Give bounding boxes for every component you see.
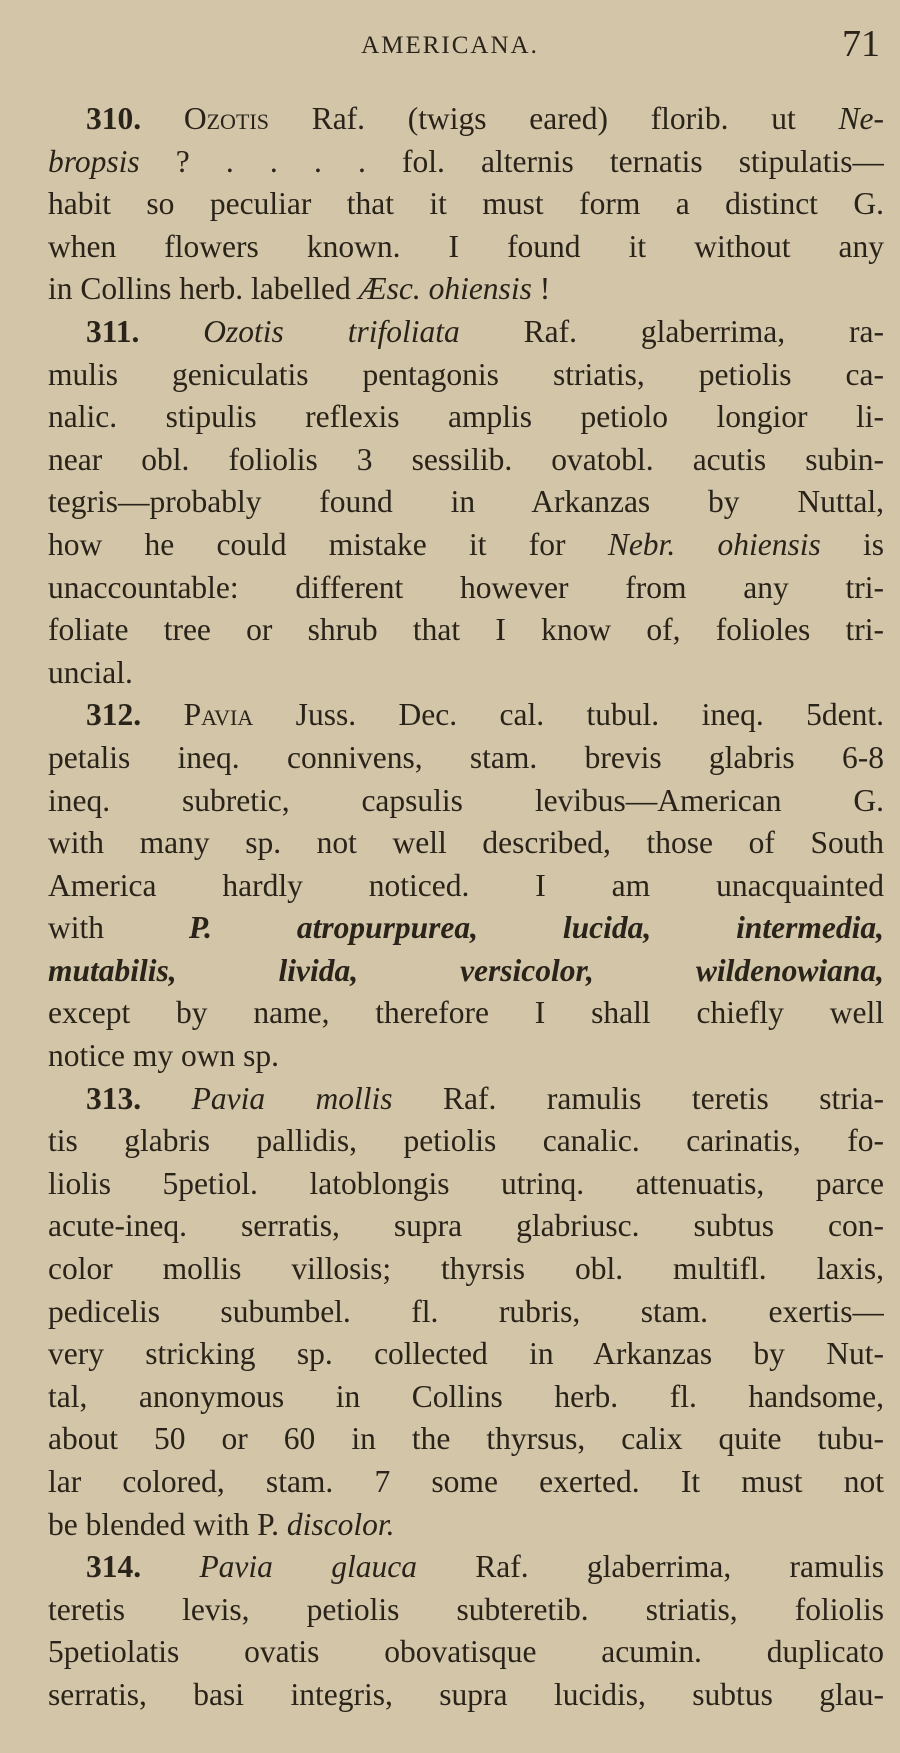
entry-number: 312.	[86, 697, 142, 733]
text-line	[48, 481, 884, 524]
styled-text-segment: mutabilis, livida, versicolor, wildenowiana,	[48, 952, 884, 988]
text-segment: Raf. (twigs eared) florib. ut	[268, 101, 839, 136]
text-segment: ? . . . . fol. alternis ternatis stipulatis—	[139, 143, 884, 179]
styled-text-segment: Ozotis trifoliata	[203, 313, 460, 349]
text-segment: very stricking sp. collected in Arkanzas by Nut-	[48, 1336, 884, 1372]
text-segment	[139, 314, 203, 349]
entry-310	[48, 98, 884, 311]
text-line	[48, 1035, 884, 1078]
text-line	[48, 141, 884, 184]
text-line	[48, 1631, 884, 1674]
styled-text-segment: Pavia glauca	[199, 1549, 417, 1585]
text-line	[48, 1376, 884, 1419]
text-segment: with	[48, 910, 189, 946]
text-segment: Juss. Dec. cal. tubul. ineq. 5dent.	[253, 697, 884, 733]
text-line	[48, 439, 884, 482]
text-line	[48, 992, 884, 1035]
text-segment: pedicelis subumbel. fl. rubris, stam. exertis—	[48, 1293, 884, 1329]
text-segment: in Collins herb. labelled	[48, 271, 359, 307]
entry-313	[48, 1078, 884, 1547]
text-line	[48, 98, 884, 141]
text-segment: about 50 or 60 in the thyrsus, calix quite tubu-	[48, 1421, 884, 1457]
text-line	[48, 1120, 884, 1163]
text-segment: nalic. stipulis reflexis amplis petiolo longior li-	[48, 399, 884, 435]
text-segment: tis glabris pallidis, petiolis canalic. carinatis, fo-	[48, 1123, 884, 1159]
text-segment: tegris—probably found in Arkanzas by Nuttal,	[48, 484, 884, 520]
text-line	[48, 1248, 884, 1291]
text-segment: Raf. glaberrima, ra-	[459, 313, 884, 349]
styled-text-segment: Ne-	[838, 101, 884, 136]
text-segment: !	[531, 271, 551, 307]
entry-number: 314.	[86, 1549, 142, 1585]
text-segment: habit so peculiar that it must form a distinct G.	[48, 186, 884, 222]
text-segment: tal, anonymous in Collins herb. fl. handsome,	[48, 1378, 884, 1414]
text-line	[48, 694, 884, 737]
text-line	[48, 865, 884, 908]
text-segment: uncial.	[48, 654, 133, 690]
text-segment: near obl. foliolis 3 sessilib. ovatobl. acutis subin-	[48, 441, 884, 477]
text-line	[48, 183, 884, 226]
text-line	[48, 311, 884, 354]
styled-text-segment: Æsc. ohiensis	[358, 271, 532, 307]
styled-text-segment: Pavia mollis	[191, 1080, 393, 1116]
entry-312	[48, 694, 884, 1077]
text-line	[48, 1674, 884, 1717]
text-segment: 5petiolatis ovatis obovatisque acumin. duplicato	[48, 1634, 884, 1670]
entry-314	[48, 1546, 884, 1716]
text-segment: is	[820, 526, 884, 562]
text-line	[48, 354, 884, 397]
text-line	[48, 1461, 884, 1504]
text-segment: liolis 5petiol. latoblongis utrinq. attenuatis, parce	[48, 1165, 884, 1201]
text-segment: how he could mistake it for	[48, 526, 608, 562]
text-segment: foliate tree or shrub that I know of, folioles tri-	[48, 612, 884, 648]
styled-text-segment: discolor.	[286, 1506, 395, 1542]
text-segment: Raf. glaberrima, ramulis	[416, 1549, 884, 1585]
entry-number: 313.	[86, 1080, 142, 1116]
entry-number: 311.	[86, 313, 140, 349]
text-line	[48, 1291, 884, 1334]
text-line	[48, 652, 884, 695]
text-line	[48, 1504, 884, 1547]
text-segment: ineq. subretic, capsulis levibus—American G.	[48, 782, 884, 818]
text-line	[48, 907, 884, 950]
styled-text-segment: P. atropurpurea, lucida, intermedia,	[188, 910, 884, 946]
text-segment	[141, 697, 183, 732]
text-line	[48, 524, 884, 567]
page-header	[0, 22, 900, 72]
text-segment: Raf. ramulis teretis stria-	[392, 1080, 884, 1116]
entry-311	[48, 311, 884, 694]
text-line	[48, 950, 884, 993]
text-line	[48, 1546, 884, 1589]
text-segment: America hardly noticed. I am unacquainted	[48, 867, 884, 903]
page-number: 71	[842, 23, 880, 65]
text-line	[48, 1589, 884, 1632]
text-line	[48, 396, 884, 439]
text-line	[48, 1205, 884, 1248]
text-segment: with many sp. not well described, those of South	[48, 825, 884, 861]
text-segment: mulis geniculatis pentagonis striatis, petiolis ca-	[48, 356, 884, 392]
text-segment: except by name, therefore I shall chiefly well	[48, 995, 884, 1031]
running-title: AMERICANA.	[361, 32, 539, 59]
entry-number: 310.	[86, 101, 142, 136]
text-line	[48, 567, 884, 610]
text-segment: when flowers known. I found it without any	[48, 228, 884, 264]
text-segment: be blended with P.	[48, 1506, 287, 1542]
text-line	[48, 1078, 884, 1121]
text-segment: notice my own sp.	[48, 1038, 279, 1074]
text-line	[48, 822, 884, 865]
text-segment	[141, 1549, 199, 1584]
styled-text-segment: bropsis	[48, 143, 140, 179]
styled-text-segment: Nebr. ohiensis	[607, 526, 821, 562]
text-segment: serratis, basi integris, supra lucidis, subtus glau-	[48, 1676, 884, 1712]
text-line	[48, 780, 884, 823]
text-segment	[141, 1081, 191, 1116]
text-line	[48, 1163, 884, 1206]
page-body	[48, 98, 884, 1717]
text-segment: unaccountable: different however from any tri-	[48, 569, 884, 605]
text-segment: color mollis villosis; thyrsis obl. multifl. laxis,	[48, 1251, 884, 1287]
text-line	[48, 268, 884, 311]
text-line	[48, 1333, 884, 1376]
text-segment: petalis ineq. connivens, stam. brevis glabris 6-8	[48, 739, 884, 775]
text-line	[48, 737, 884, 780]
text-segment	[141, 101, 184, 136]
styled-text-segment: Ozotis	[183, 101, 269, 136]
text-segment: teretis levis, petiolis subteretib. striatis, foliolis	[48, 1591, 884, 1627]
text-segment: acute-ineq. serratis, supra glabriusc. subtus con-	[48, 1208, 884, 1244]
text-line	[48, 609, 884, 652]
text-segment: lar colored, stam. 7 some exerted. It must not	[48, 1464, 884, 1499]
text-line	[48, 226, 884, 269]
text-line	[48, 1418, 884, 1461]
styled-text-segment: Pavia	[183, 697, 254, 733]
